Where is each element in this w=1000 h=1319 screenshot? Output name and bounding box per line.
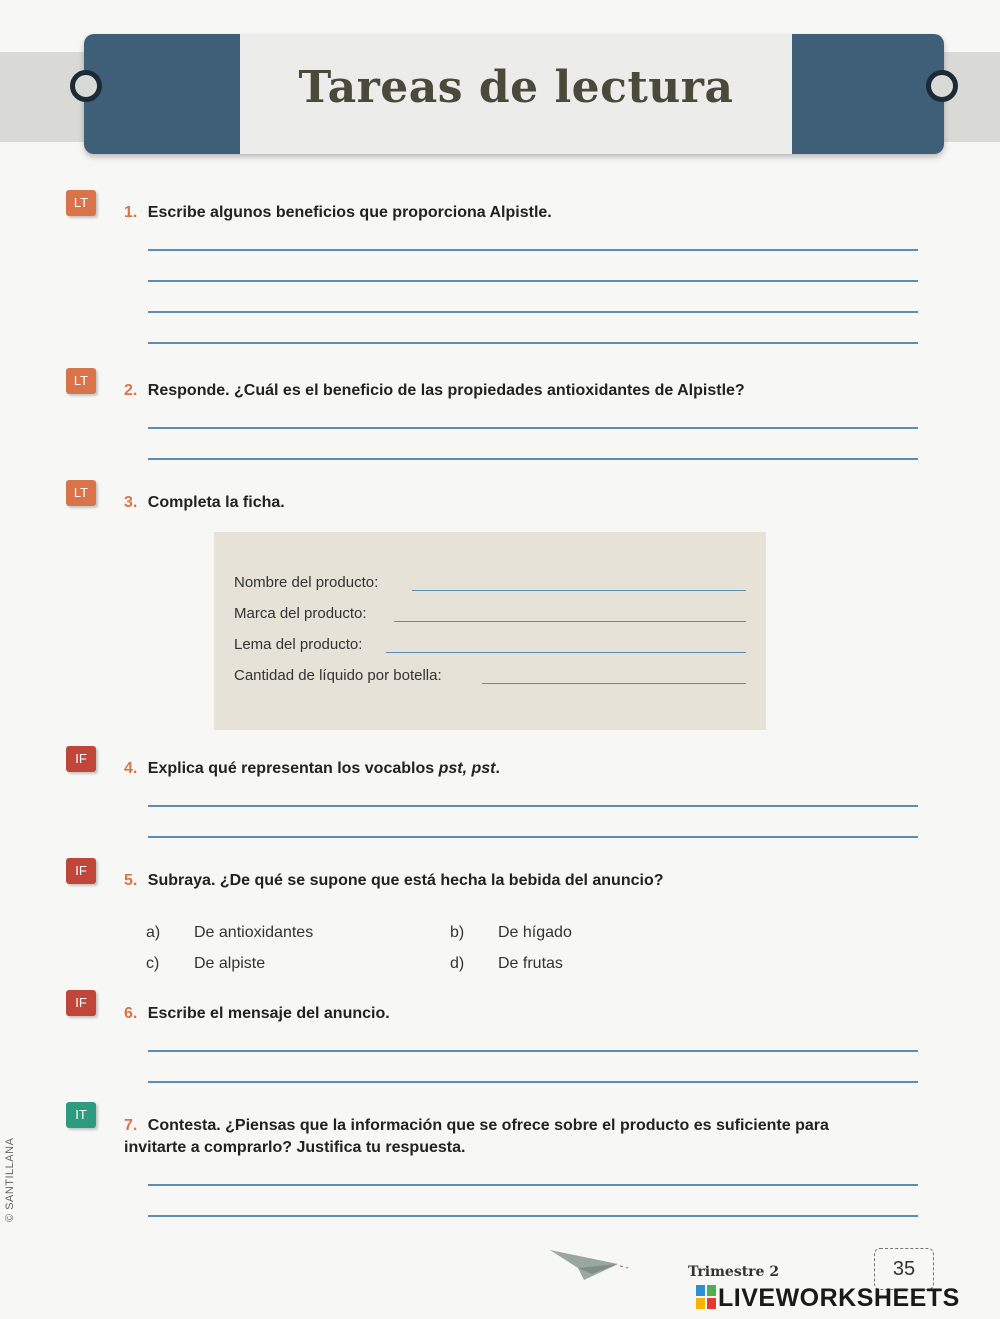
question-3 — [124, 492, 904, 514]
left-ring-icon — [70, 70, 102, 102]
answer-line-2a[interactable] — [148, 427, 918, 429]
card-input-brand[interactable] — [394, 621, 746, 622]
badge-if: IF — [66, 858, 96, 884]
question-number: 7. — [124, 1117, 138, 1134]
question-6 — [124, 1003, 904, 1025]
question-text-italic: pst, pst — [438, 760, 496, 777]
option-d[interactable]: De frutas — [498, 955, 563, 972]
copyright-text: © SANTILLANA — [4, 1137, 16, 1222]
option-b[interactable]: De hígado — [498, 924, 572, 941]
card-label-brand: Marca del producto: — [234, 605, 367, 622]
question-number: 1. — [124, 204, 138, 221]
answer-line-2b[interactable] — [148, 458, 918, 460]
paper-plane-icon — [548, 1244, 628, 1284]
card-label-slogan: Lema del producto: — [234, 636, 363, 653]
badge-if: IF — [66, 990, 96, 1016]
answer-line-4a[interactable] — [148, 805, 918, 807]
option-a[interactable]: De antioxidantes — [194, 924, 314, 941]
footer-term: Trimestre 2 — [688, 1264, 780, 1280]
right-ring-icon — [926, 70, 958, 102]
question-number: 5. — [124, 872, 138, 889]
brand-watermark — [696, 1284, 960, 1313]
question-text: Escribe el mensaje del anuncio. — [147, 1005, 390, 1022]
option-c-letter: c) — [146, 955, 160, 972]
page-title: Tareas de lectura — [298, 62, 734, 113]
badge-lt: LT — [66, 480, 96, 506]
answer-line-4b[interactable] — [148, 836, 918, 838]
badge-lt: LT — [66, 368, 96, 394]
badge-lt: LT — [66, 190, 96, 216]
option-b-letter: b) — [450, 924, 465, 941]
badge-if: IF — [66, 746, 96, 772]
answer-line-7a[interactable] — [148, 1184, 918, 1186]
option-c[interactable]: De alpiste — [194, 955, 266, 972]
answer-line-6b[interactable] — [148, 1081, 918, 1083]
product-card — [214, 532, 766, 730]
question-number: 2. — [124, 382, 138, 399]
question-text: Contesta. ¿Piensas que la información que se ofrece sobre el producto es suficiente para invitarte a comprarlo? Justifica tu respuesta. — [124, 1117, 829, 1156]
answer-line-6a[interactable] — [148, 1050, 918, 1052]
brand-text: LIVEWORKSHEETS — [718, 1284, 960, 1312]
question-2 — [124, 380, 904, 402]
question-number: 6. — [124, 1005, 138, 1022]
question-text: Escribe algunos beneficios que proporciona Alpistle. — [147, 204, 552, 221]
answer-line-1c[interactable] — [148, 311, 918, 313]
answer-line-1b[interactable] — [148, 280, 918, 282]
question-1 — [124, 202, 904, 224]
card-input-slogan[interactable] — [386, 652, 746, 653]
question-number: 4. — [124, 760, 138, 777]
liveworksheets-logo-icon — [696, 1285, 716, 1309]
card-label-quantity: Cantidad de líquido por botella: — [234, 667, 442, 684]
question-5 — [124, 870, 904, 892]
question-7 — [124, 1115, 884, 1159]
page-number: 35 — [874, 1248, 934, 1290]
question-text-end: . — [495, 760, 500, 777]
question-text: Subraya. ¿De qué se supone que está hecha la bebida del anuncio? — [147, 872, 664, 889]
answer-line-1a[interactable] — [148, 249, 918, 251]
answer-line-7b[interactable] — [148, 1215, 918, 1217]
card-label-name: Nombre del producto: — [234, 574, 379, 591]
question-text-start: Explica qué representan los vocablos — [147, 760, 439, 777]
answer-line-1d[interactable] — [148, 342, 918, 344]
card-input-quantity[interactable] — [482, 683, 746, 684]
option-a-letter: a) — [146, 924, 161, 941]
question-text: Responde. ¿Cuál es el beneficio de las propiedades antioxidantes de Alpistle? — [147, 382, 745, 399]
question-text: Completa la ficha. — [147, 494, 285, 511]
question-4 — [124, 758, 904, 780]
card-input-name[interactable] — [412, 590, 746, 591]
option-d-letter: d) — [450, 955, 465, 972]
question-number: 3. — [124, 494, 138, 511]
badge-it: IT — [66, 1102, 96, 1128]
